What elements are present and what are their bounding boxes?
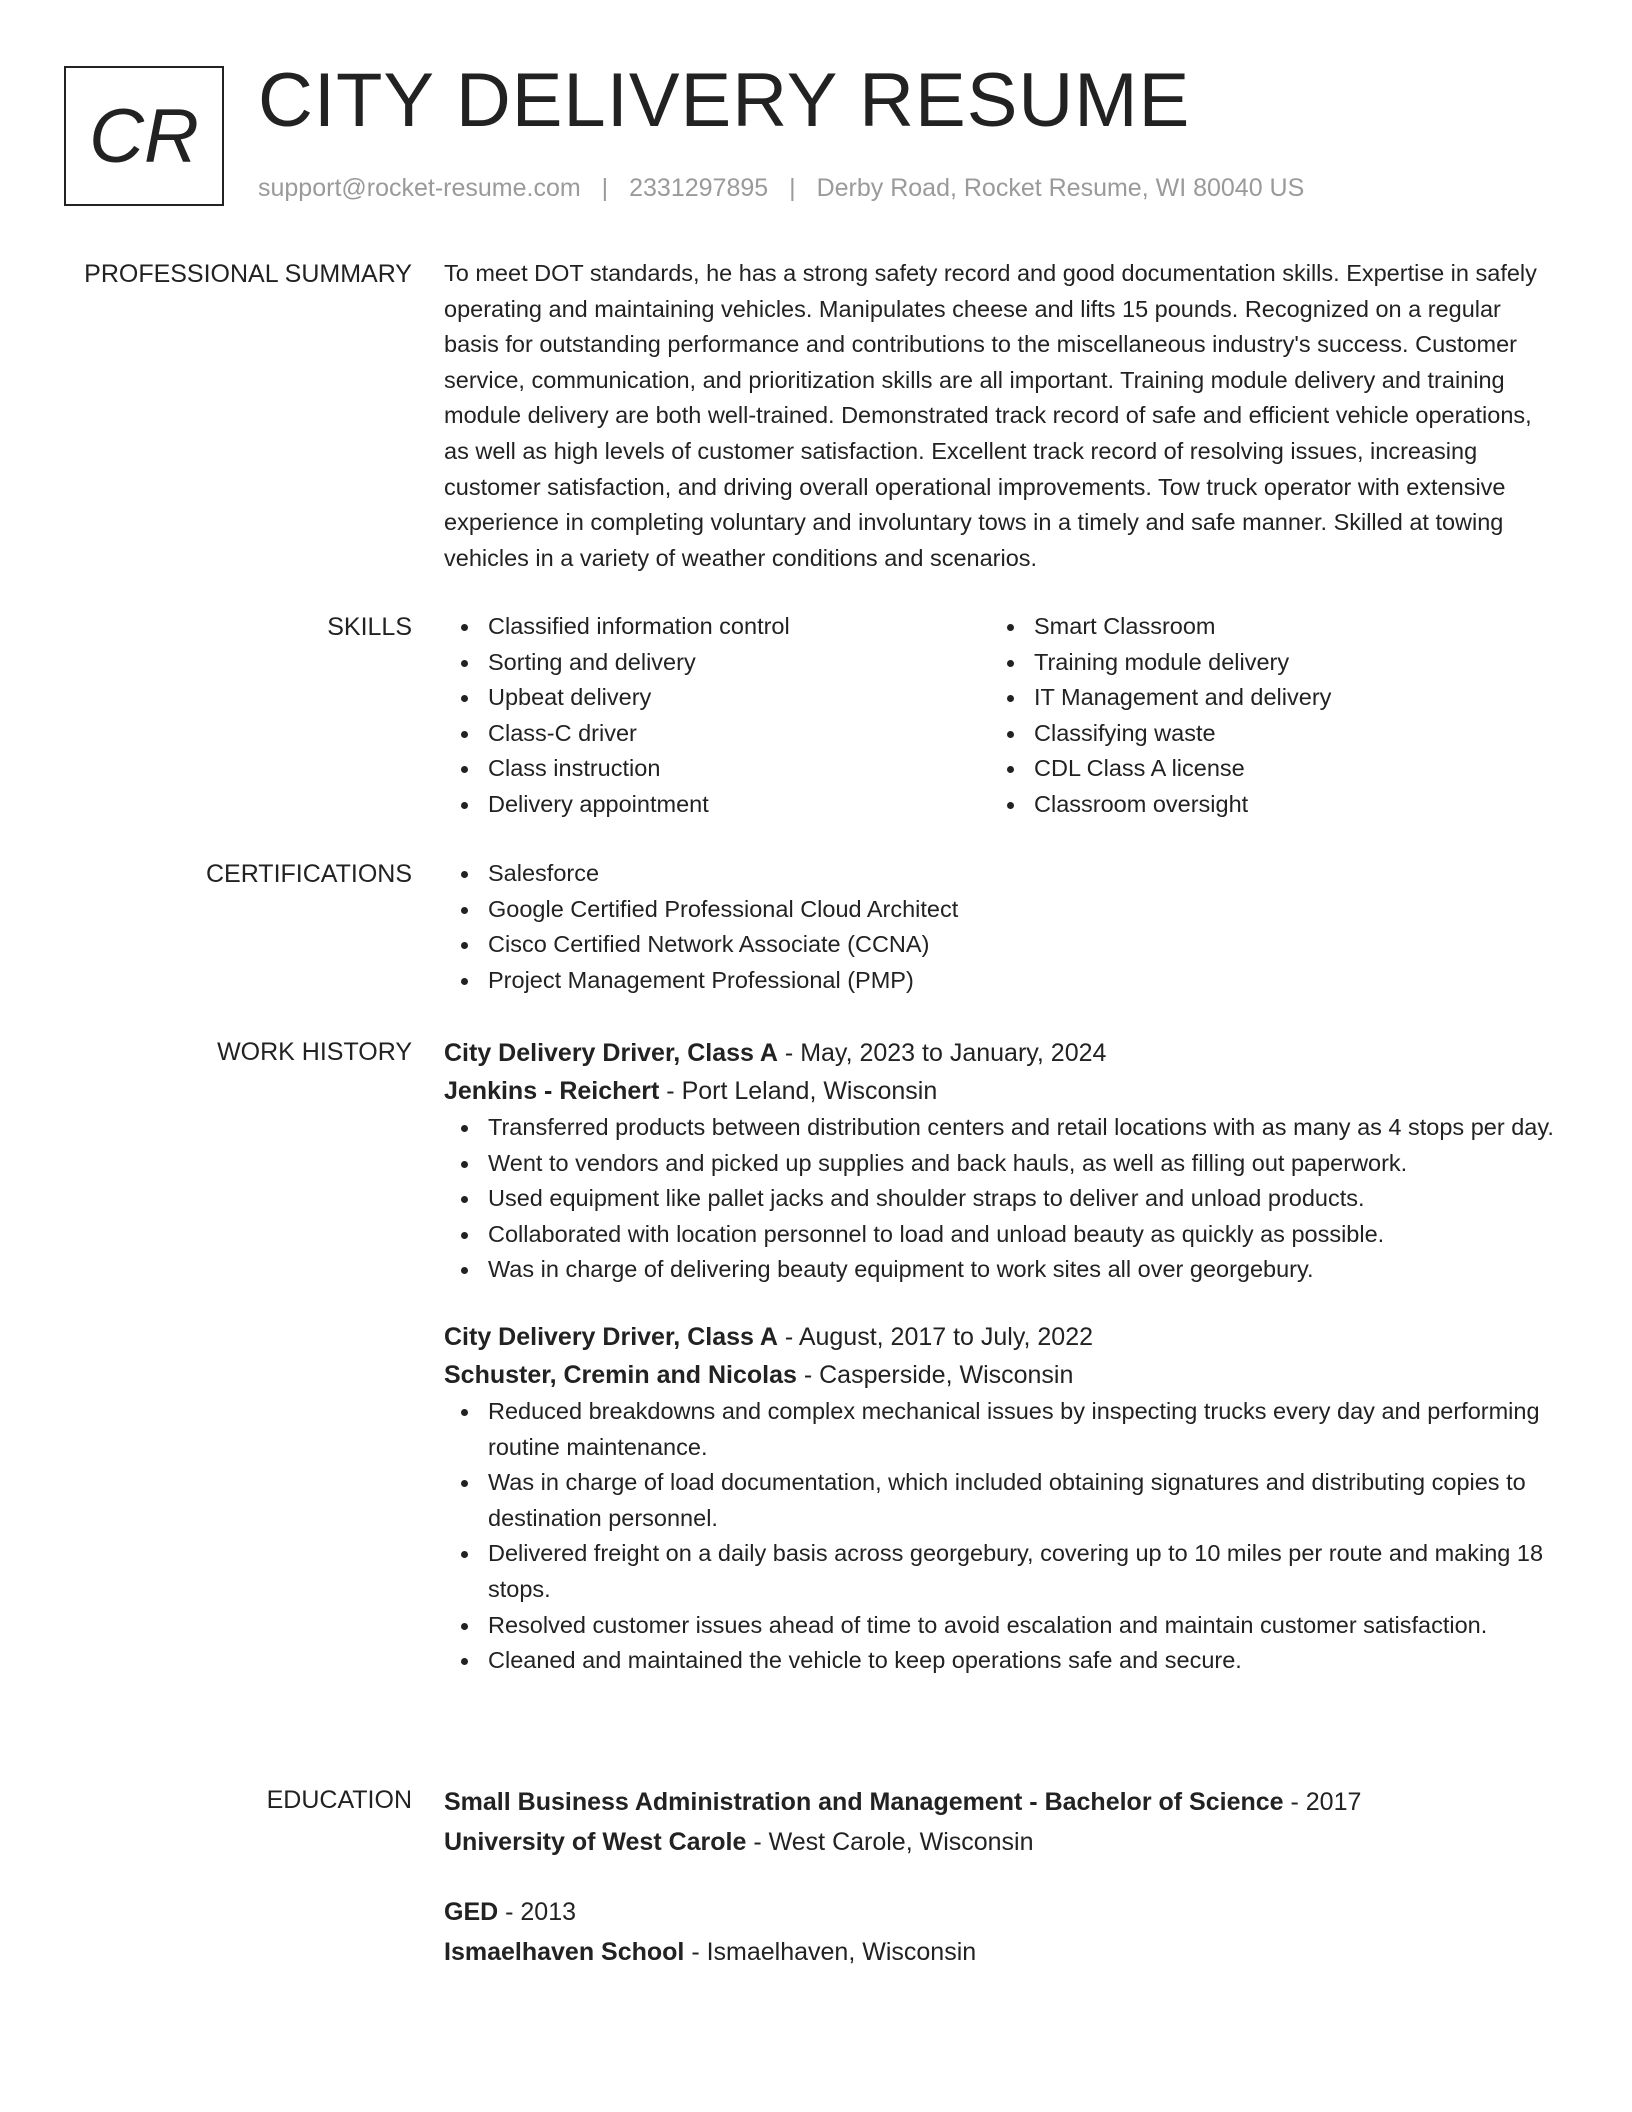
list-item: Reduced breakdowns and complex mechanical issues by inspecting trucks every day and performing routine maintenance.: [444, 1394, 1562, 1465]
list-item: Resolved customer issues ahead of time to avoid escalation and maintain customer satisfaction.: [444, 1608, 1562, 1644]
job-company-line: [444, 1356, 1562, 1394]
skills-grid: [444, 609, 1562, 823]
contact-email[interactable]: support@rocket-resume.com: [258, 174, 581, 202]
certifications-body: [444, 856, 1562, 998]
education-school: University of West Carole: [444, 1828, 747, 1856]
section-label-skills: SKILLS: [327, 613, 412, 641]
list-item: Cisco Certified Network Associate (CCNA): [444, 927, 1562, 963]
list-item: Class instruction: [444, 751, 990, 787]
monogram-initials: CR: [89, 93, 199, 179]
list-item: Project Management Professional (PMP): [444, 963, 1562, 999]
contact-address: Derby Road, Rocket Resume, WI 80040 US: [816, 174, 1305, 202]
education-school-line: [444, 1822, 1562, 1862]
list-item: Class-C driver: [444, 716, 990, 752]
contact-separator: |: [601, 174, 609, 202]
list-item: Delivered freight on a daily basis across georgebury, covering up to 10 miles per route and making 18 stops.: [444, 1536, 1562, 1607]
job-location: - Casperside, Wisconsin: [796, 1360, 1074, 1389]
section-label-education: EDUCATION: [266, 1786, 412, 1814]
education-degree: GED: [444, 1898, 499, 1926]
education-body: [444, 1782, 1562, 1972]
job-location: - Port Leland, Wisconsin: [659, 1077, 938, 1105]
list-item: Classified information control: [444, 609, 990, 645]
list-item: Transferred products between distribution centers and retail locations with as many as 4 stops per day.: [444, 1110, 1562, 1146]
job-title: City Delivery Driver, Class A: [444, 1322, 778, 1351]
list-item: Salesforce: [444, 856, 1562, 892]
list-item: Sorting and delivery: [444, 645, 990, 681]
list-item: Cleaned and maintained the vehicle to keep operations safe and secure.: [444, 1643, 1562, 1679]
list-item: IT Management and delivery: [990, 680, 1536, 716]
job-company: Schuster, Cremin and Nicolas: [444, 1360, 797, 1389]
list-item: Collaborated with location personnel to load and unload beauty as quickly as possible.: [444, 1217, 1562, 1253]
list-item: Classroom oversight: [990, 787, 1536, 823]
list-item: Google Certified Professional Cloud Architect: [444, 892, 1562, 928]
education-location: - West Carole, Wisconsin: [746, 1828, 1034, 1856]
job-company-line: [444, 1072, 1562, 1110]
job-dates: - May, 2023 to January, 2024: [777, 1039, 1107, 1067]
contact-line: [258, 174, 1304, 203]
education-school: Ismaelhaven School: [444, 1938, 685, 1966]
job-title-line: [444, 1034, 1562, 1072]
work-history-body: [444, 1034, 1562, 1679]
education-entry: [444, 1782, 1562, 1862]
education-degree: Small Business Administration and Management - Bachelor of Science: [444, 1788, 1284, 1816]
job-dates: - August, 2017 to July, 2022: [777, 1322, 1094, 1351]
job-entry: [444, 1318, 1562, 1679]
education-entry: [444, 1892, 1562, 1972]
list-item: Was in charge of load documentation, which included obtaining signatures and distributing copies to destination personnel.: [444, 1465, 1562, 1536]
job-company: Jenkins - Reichert: [444, 1077, 660, 1105]
list-item: Used equipment like pallet jacks and shoulder straps to deliver and unload products.: [444, 1181, 1562, 1217]
contact-phone[interactable]: 2331297895: [629, 174, 769, 202]
education-degree-line: [444, 1892, 1562, 1932]
job-bullets: [444, 1110, 1562, 1288]
education-school-line: [444, 1932, 1562, 1972]
list-item: Went to vendors and picked up supplies and back hauls, as well as filling out paperwork.: [444, 1146, 1562, 1182]
list-item: Was in charge of delivering beauty equipment to work sites all over georgebury.: [444, 1252, 1562, 1288]
section-label-certifications: CERTIFICATIONS: [205, 860, 412, 888]
monogram-box: [64, 66, 224, 206]
education-year: - 2017: [1283, 1788, 1362, 1816]
section-label-work-history: WORK HISTORY: [217, 1038, 412, 1066]
job-title: City Delivery Driver, Class A: [444, 1039, 778, 1067]
list-item: CDL Class A license: [990, 751, 1536, 787]
section-label-summary: PROFESSIONAL SUMMARY: [84, 260, 412, 288]
job-title-line: [444, 1318, 1562, 1356]
list-item: Training module delivery: [990, 645, 1536, 681]
education-location: - Ismaelhaven, Wisconsin: [684, 1938, 977, 1966]
education-degree-line: [444, 1782, 1562, 1822]
job-entry: [444, 1034, 1562, 1288]
list-item: Smart Classroom: [990, 609, 1536, 645]
summary-body: [444, 256, 1562, 576]
education-year: - 2013: [498, 1898, 577, 1926]
list-item: Delivery appointment: [444, 787, 990, 823]
contact-separator: |: [789, 174, 796, 202]
resume-title: CITY DELIVERY RESUME: [258, 58, 1191, 143]
skills-list-right: [990, 609, 1536, 823]
job-bullets: [444, 1394, 1562, 1679]
summary-text: To meet DOT standards, he has a strong safety record and good documentation skills. Expertise in safely operating and maintaining vehicles. Manipulates cheese and lifts 15 pounds. Recognized on a regular basis for outstanding performance and contributions to the miscellaneous industry's success. Customer service, communication, and prioritization skills are all important. Training module delivery and training module delivery are both well-trained. Demonstrated track record of safe and efficient vehicle operations, as well as high levels of customer satisfaction. Excellent track record of resolving issues, increasing customer satisfaction, and driving overall operational improvements. Tow truck operator with extensive experience in completing voluntary and involuntary tows in a timely and safe manner. Skilled at towing vehicles in a variety of weather conditions and scenarios.: [444, 260, 1537, 571]
certifications-list: [444, 856, 1562, 998]
list-item: Classifying waste: [990, 716, 1536, 752]
list-item: Upbeat delivery: [444, 680, 990, 716]
skills-list-left: [444, 609, 990, 823]
